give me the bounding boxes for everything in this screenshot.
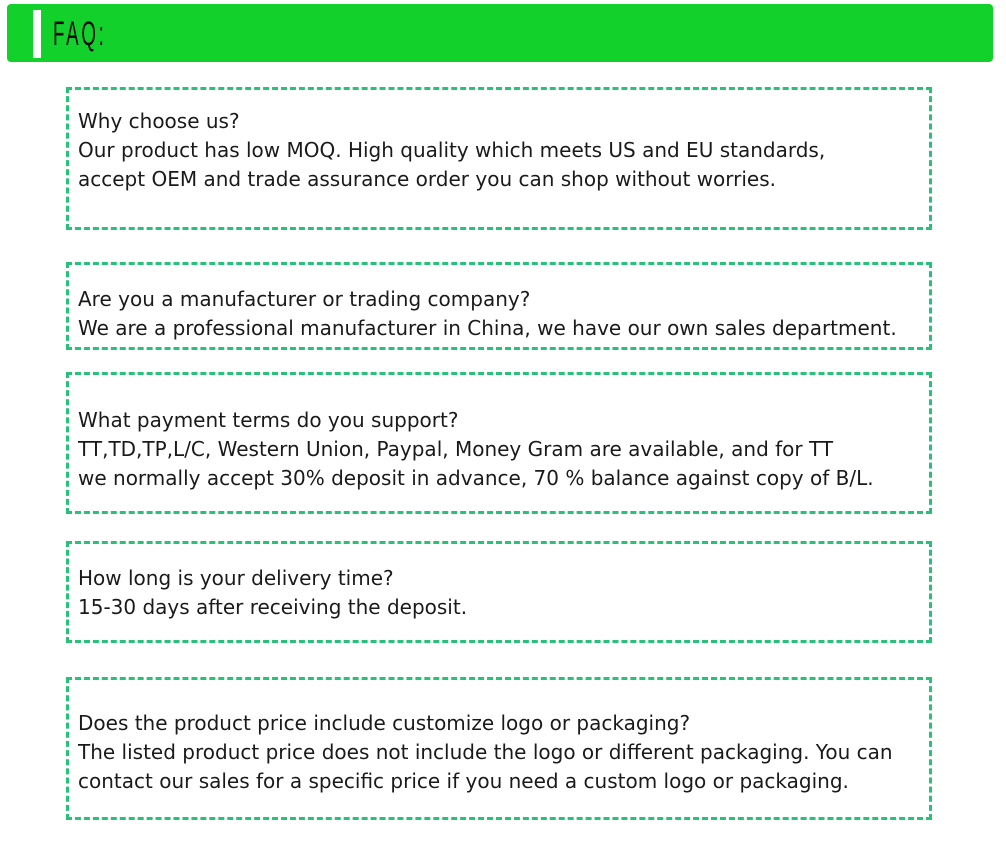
faq-item-delivery-time [66,541,932,643]
faq-header-bar [7,4,993,62]
faq-answer-line: The listed product price does not include the logo or different packaging. You can [78,740,893,764]
faq-answer-line: Our product has low MOQ. High quality which meets US and EU standards, [78,138,826,162]
faq-question: Are you a manufacturer or trading company? [78,287,531,311]
faq-item-payment-terms [66,372,932,514]
faq-answer-line: We are a professional manufacturer in China, we have our own sales department. [78,316,897,340]
faq-question: What payment terms do you support? [78,408,459,432]
faq-answer-line: we normally accept 30% deposit in advance, 70 % balance against copy of B/L. [78,466,874,490]
faq-item-why-choose-us [66,87,932,230]
faq-answer-line: contact our sales for a specific price if you need a custom logo or packaging. [78,769,849,793]
faq-answer-line: TT,TD,TP,L/C, Western Union, Paypal, Money Gram are available, and for TT [78,437,834,461]
faq-question: Why choose us? [78,109,240,133]
header-accent-stripe [33,10,41,58]
faq-answer-line: 15-30 days after receiving the deposit. [78,595,468,619]
faq-answer-line: accept OEM and trade assurance order you can shop without worries. [78,167,777,191]
faq-question: Does the product price include customize logo or packaging? [78,711,691,735]
faq-title: FAQ: [53,15,107,53]
faq-item-custom-logo [66,677,932,820]
faq-question: How long is your delivery time? [78,566,394,590]
faq-item-manufacturer [66,262,932,350]
